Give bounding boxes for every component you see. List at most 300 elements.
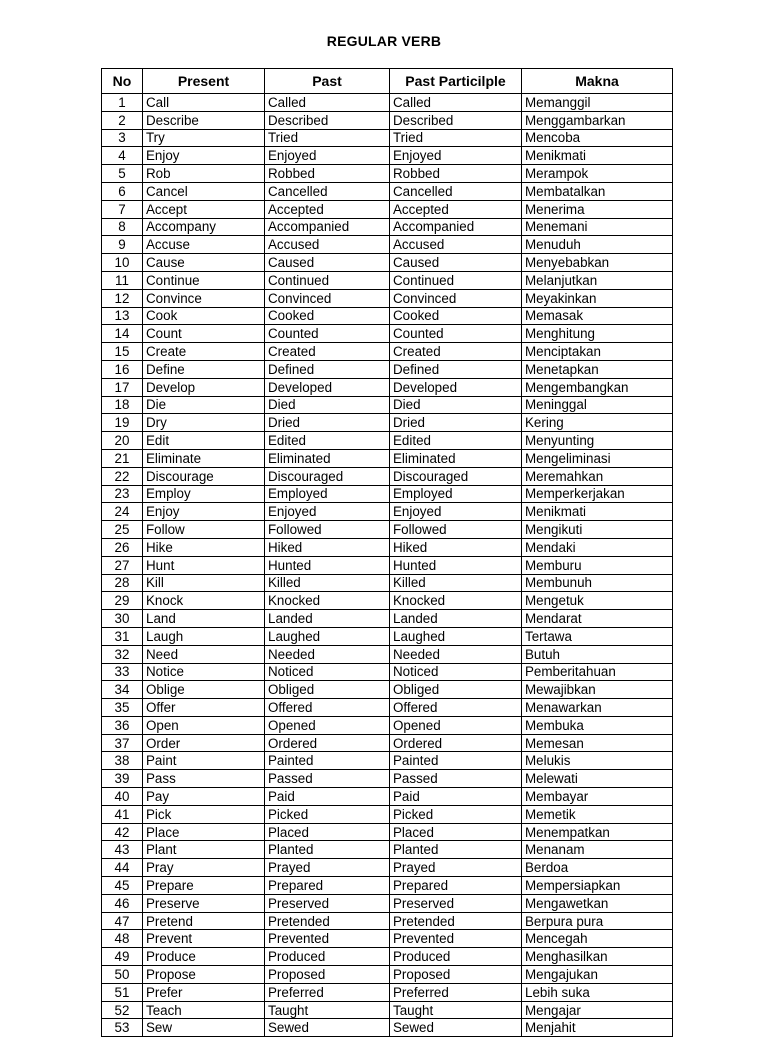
cell-past: Prepared [265, 877, 390, 895]
cell-present: Describe [143, 111, 265, 129]
cell-past-participle: Preferred [390, 983, 522, 1001]
table-row [102, 1001, 673, 1019]
cell-present: Accompany [143, 218, 265, 236]
table-row [102, 627, 673, 645]
cell-makna: Meninggal [522, 396, 673, 414]
cell-present: Pay [143, 788, 265, 806]
cell-present: Accept [143, 200, 265, 218]
cell-present: Oblige [143, 681, 265, 699]
table-row [102, 556, 673, 574]
cell-no: 38 [102, 752, 143, 770]
table-row [102, 467, 673, 485]
cell-no: 8 [102, 218, 143, 236]
table-row [102, 271, 673, 289]
header-past: Past [265, 69, 390, 94]
cell-present: Dry [143, 414, 265, 432]
cell-no: 41 [102, 805, 143, 823]
cell-past: Paid [265, 788, 390, 806]
table-row [102, 645, 673, 663]
table-row [102, 129, 673, 147]
cell-present: Prefer [143, 983, 265, 1001]
cell-present: Pass [143, 770, 265, 788]
cell-present: Prepare [143, 877, 265, 895]
cell-makna: Mempersiapkan [522, 877, 673, 895]
cell-no: 42 [102, 823, 143, 841]
cell-past: Taught [265, 1001, 390, 1019]
cell-past-participle: Laughed [390, 627, 522, 645]
table-row [102, 343, 673, 361]
table-row [102, 449, 673, 467]
cell-no: 19 [102, 414, 143, 432]
table-row [102, 236, 673, 254]
cell-makna: Mencegah [522, 930, 673, 948]
cell-past: Preferred [265, 983, 390, 1001]
cell-past: Enjoyed [265, 503, 390, 521]
cell-no: 14 [102, 325, 143, 343]
cell-present: Call [143, 94, 265, 112]
cell-makna: Meremahkan [522, 467, 673, 485]
table-header [102, 69, 673, 94]
table-row [102, 325, 673, 343]
cell-no: 3 [102, 129, 143, 147]
cell-present: Pick [143, 805, 265, 823]
cell-past: Cooked [265, 307, 390, 325]
table-row [102, 823, 673, 841]
cell-makna: Menawarkan [522, 699, 673, 717]
cell-past: Hiked [265, 538, 390, 556]
cell-makna: Menikmati [522, 503, 673, 521]
cell-past: Obliged [265, 681, 390, 699]
cell-makna: Menyunting [522, 432, 673, 450]
table-row [102, 503, 673, 521]
table-body [102, 94, 673, 1037]
cell-no: 18 [102, 396, 143, 414]
cell-makna: Membunuh [522, 574, 673, 592]
cell-no: 36 [102, 716, 143, 734]
cell-makna: Mewajibkan [522, 681, 673, 699]
cell-present: Place [143, 823, 265, 841]
cell-past: Accompanied [265, 218, 390, 236]
cell-present: Sew [143, 1019, 265, 1037]
table-row [102, 610, 673, 628]
cell-past-participle: Dried [390, 414, 522, 432]
cell-past: Developed [265, 378, 390, 396]
cell-makna: Melewati [522, 770, 673, 788]
cell-past-participle: Developed [390, 378, 522, 396]
table-row [102, 930, 673, 948]
table-row [102, 378, 673, 396]
cell-present: Prevent [143, 930, 265, 948]
cell-present: Order [143, 734, 265, 752]
cell-makna: Berpura pura [522, 912, 673, 930]
cell-no: 31 [102, 627, 143, 645]
cell-no: 52 [102, 1001, 143, 1019]
cell-makna: Memburu [522, 556, 673, 574]
cell-no: 40 [102, 788, 143, 806]
cell-present: Follow [143, 521, 265, 539]
cell-past: Robbed [265, 165, 390, 183]
cell-past: Laughed [265, 627, 390, 645]
cell-past: Killed [265, 574, 390, 592]
cell-makna: Mengetuk [522, 592, 673, 610]
table-row [102, 983, 673, 1001]
cell-no: 51 [102, 983, 143, 1001]
table-row [102, 94, 673, 112]
cell-past-participle: Paid [390, 788, 522, 806]
cell-past: Eliminated [265, 449, 390, 467]
cell-past-participle: Picked [390, 805, 522, 823]
cell-present: Need [143, 645, 265, 663]
cell-present: Teach [143, 1001, 265, 1019]
table-row [102, 396, 673, 414]
cell-past: Needed [265, 645, 390, 663]
cell-makna: Meyakinkan [522, 289, 673, 307]
cell-past: Followed [265, 521, 390, 539]
cell-no: 35 [102, 699, 143, 717]
cell-makna: Merampok [522, 165, 673, 183]
cell-past: Pretended [265, 912, 390, 930]
cell-present: Pray [143, 859, 265, 877]
cell-past-participle: Robbed [390, 165, 522, 183]
table-row [102, 788, 673, 806]
cell-past-participle: Preserved [390, 894, 522, 912]
cell-no: 44 [102, 859, 143, 877]
cell-makna: Pemberitahuan [522, 663, 673, 681]
cell-past: Sewed [265, 1019, 390, 1037]
table-row [102, 165, 673, 183]
cell-past: Died [265, 396, 390, 414]
cell-no: 32 [102, 645, 143, 663]
cell-past-participle: Created [390, 343, 522, 361]
cell-present: Plant [143, 841, 265, 859]
cell-past-participle: Accepted [390, 200, 522, 218]
cell-no: 25 [102, 521, 143, 539]
cell-makna: Lebih suka [522, 983, 673, 1001]
cell-no: 37 [102, 734, 143, 752]
cell-present: Enjoy [143, 503, 265, 521]
cell-past: Proposed [265, 966, 390, 984]
table-row [102, 966, 673, 984]
header-present: Present [143, 69, 265, 94]
cell-makna: Menuduh [522, 236, 673, 254]
cell-makna: Menghasilkan [522, 948, 673, 966]
cell-past: Described [265, 111, 390, 129]
cell-past-participle: Counted [390, 325, 522, 343]
table-row [102, 859, 673, 877]
cell-makna: Menerima [522, 200, 673, 218]
cell-makna: Menempatkan [522, 823, 673, 841]
cell-no: 20 [102, 432, 143, 450]
table-row [102, 716, 673, 734]
cell-past-participle: Cancelled [390, 182, 522, 200]
cell-past: Passed [265, 770, 390, 788]
table-row [102, 877, 673, 895]
cell-makna: Tertawa [522, 627, 673, 645]
table-row [102, 805, 673, 823]
cell-past-participle: Discouraged [390, 467, 522, 485]
cell-present: Hunt [143, 556, 265, 574]
cell-no: 23 [102, 485, 143, 503]
cell-present: Develop [143, 378, 265, 396]
cell-past: Discouraged [265, 467, 390, 485]
cell-no: 28 [102, 574, 143, 592]
cell-past: Picked [265, 805, 390, 823]
cell-present: Cause [143, 254, 265, 272]
cell-makna: Membatalkan [522, 182, 673, 200]
table-row [102, 841, 673, 859]
header-past-participle: Past Particilple [390, 69, 522, 94]
table-row [102, 521, 673, 539]
cell-present: Notice [143, 663, 265, 681]
cell-no: 53 [102, 1019, 143, 1037]
cell-present: Eliminate [143, 449, 265, 467]
cell-present: Create [143, 343, 265, 361]
cell-past-participle: Tried [390, 129, 522, 147]
cell-makna: Mengikuti [522, 521, 673, 539]
cell-past-participle: Employed [390, 485, 522, 503]
cell-past-participle: Accused [390, 236, 522, 254]
table-row [102, 414, 673, 432]
cell-no: 1 [102, 94, 143, 112]
cell-past-participle: Placed [390, 823, 522, 841]
cell-past: Called [265, 94, 390, 112]
cell-past: Continued [265, 271, 390, 289]
table-row [102, 592, 673, 610]
cell-present: Knock [143, 592, 265, 610]
cell-present: Continue [143, 271, 265, 289]
header-makna: Makna [522, 69, 673, 94]
cell-no: 17 [102, 378, 143, 396]
cell-makna: Memperkerjakan [522, 485, 673, 503]
table-row [102, 1019, 673, 1037]
cell-past: Hunted [265, 556, 390, 574]
cell-past-participle: Died [390, 396, 522, 414]
cell-present: Propose [143, 966, 265, 984]
cell-past: Landed [265, 610, 390, 628]
cell-past-participle: Hunted [390, 556, 522, 574]
cell-no: 5 [102, 165, 143, 183]
cell-past: Edited [265, 432, 390, 450]
cell-present: Cancel [143, 182, 265, 200]
cell-makna: Menemani [522, 218, 673, 236]
cell-no: 6 [102, 182, 143, 200]
cell-no: 39 [102, 770, 143, 788]
cell-past-participle: Opened [390, 716, 522, 734]
cell-past-participle: Noticed [390, 663, 522, 681]
cell-makna: Melanjutkan [522, 271, 673, 289]
table-row [102, 432, 673, 450]
cell-makna: Menghitung [522, 325, 673, 343]
cell-no: 43 [102, 841, 143, 859]
cell-no: 27 [102, 556, 143, 574]
cell-makna: Menikmati [522, 147, 673, 165]
cell-no: 47 [102, 912, 143, 930]
cell-past-participle: Needed [390, 645, 522, 663]
cell-makna: Butuh [522, 645, 673, 663]
cell-past-participle: Landed [390, 610, 522, 628]
cell-past: Painted [265, 752, 390, 770]
cell-no: 22 [102, 467, 143, 485]
table-row [102, 770, 673, 788]
cell-past-participle: Painted [390, 752, 522, 770]
header-row [102, 69, 673, 94]
cell-past: Prevented [265, 930, 390, 948]
cell-makna: Menanam [522, 841, 673, 859]
cell-past-participle: Caused [390, 254, 522, 272]
cell-no: 12 [102, 289, 143, 307]
cell-past-participle: Taught [390, 1001, 522, 1019]
cell-past: Knocked [265, 592, 390, 610]
table-row [102, 218, 673, 236]
cell-present: Convince [143, 289, 265, 307]
cell-no: 11 [102, 271, 143, 289]
cell-no: 9 [102, 236, 143, 254]
cell-past-participle: Knocked [390, 592, 522, 610]
cell-past-participle: Eliminated [390, 449, 522, 467]
cell-past-participle: Offered [390, 699, 522, 717]
cell-past: Placed [265, 823, 390, 841]
cell-past-participle: Defined [390, 360, 522, 378]
cell-makna: Menjahit [522, 1019, 673, 1037]
cell-makna: Memasak [522, 307, 673, 325]
cell-no: 7 [102, 200, 143, 218]
cell-past: Planted [265, 841, 390, 859]
cell-present: Discourage [143, 467, 265, 485]
table-row [102, 734, 673, 752]
cell-present: Preserve [143, 894, 265, 912]
cell-present: Employ [143, 485, 265, 503]
cell-past-participle: Convinced [390, 289, 522, 307]
cell-past-participle: Called [390, 94, 522, 112]
cell-present: Enjoy [143, 147, 265, 165]
table-row [102, 289, 673, 307]
cell-past: Offered [265, 699, 390, 717]
table-row [102, 681, 673, 699]
cell-makna: Memanggil [522, 94, 673, 112]
cell-past-participle: Prevented [390, 930, 522, 948]
cell-present: Edit [143, 432, 265, 450]
cell-past-participle: Cooked [390, 307, 522, 325]
cell-makna: Berdoa [522, 859, 673, 877]
cell-makna: Mengembangkan [522, 378, 673, 396]
cell-past: Counted [265, 325, 390, 343]
cell-past-participle: Continued [390, 271, 522, 289]
cell-makna: Mengajar [522, 1001, 673, 1019]
cell-present: Rob [143, 165, 265, 183]
table-row [102, 663, 673, 681]
cell-past-participle: Produced [390, 948, 522, 966]
table-row [102, 360, 673, 378]
table-row [102, 574, 673, 592]
cell-past-participle: Followed [390, 521, 522, 539]
cell-present: Cook [143, 307, 265, 325]
cell-past-participle: Accompanied [390, 218, 522, 236]
cell-past: Accepted [265, 200, 390, 218]
cell-present: Open [143, 716, 265, 734]
table-row [102, 147, 673, 165]
cell-past: Enjoyed [265, 147, 390, 165]
table-row [102, 752, 673, 770]
cell-present: Kill [143, 574, 265, 592]
cell-past-participle: Planted [390, 841, 522, 859]
cell-no: 2 [102, 111, 143, 129]
cell-no: 34 [102, 681, 143, 699]
table-row [102, 307, 673, 325]
cell-present: Produce [143, 948, 265, 966]
cell-past: Produced [265, 948, 390, 966]
cell-present: Offer [143, 699, 265, 717]
cell-present: Pretend [143, 912, 265, 930]
cell-no: 45 [102, 877, 143, 895]
cell-no: 33 [102, 663, 143, 681]
cell-past-participle: Obliged [390, 681, 522, 699]
table-row [102, 111, 673, 129]
table-row [102, 200, 673, 218]
header-no: No [102, 69, 143, 94]
cell-present: Try [143, 129, 265, 147]
cell-present: Die [143, 396, 265, 414]
table-row [102, 254, 673, 272]
table-row [102, 699, 673, 717]
page-title: REGULAR VERB [326, 33, 442, 49]
cell-past: Tried [265, 129, 390, 147]
cell-no: 16 [102, 360, 143, 378]
cell-past: Ordered [265, 734, 390, 752]
cell-present: Hike [143, 538, 265, 556]
cell-makna: Menyebabkan [522, 254, 673, 272]
cell-makna: Mendaki [522, 538, 673, 556]
table-row [102, 912, 673, 930]
cell-past-participle: Hiked [390, 538, 522, 556]
cell-past: Opened [265, 716, 390, 734]
cell-no: 49 [102, 948, 143, 966]
cell-past-participle: Ordered [390, 734, 522, 752]
cell-makna: Mendarat [522, 610, 673, 628]
table-row [102, 485, 673, 503]
cell-past: Preserved [265, 894, 390, 912]
cell-past: Accused [265, 236, 390, 254]
cell-past-participle: Pretended [390, 912, 522, 930]
table-row [102, 538, 673, 556]
cell-makna: Menciptakan [522, 343, 673, 361]
cell-past: Convinced [265, 289, 390, 307]
cell-past-participle: Prepared [390, 877, 522, 895]
cell-makna: Mengajukan [522, 966, 673, 984]
cell-makna: Membayar [522, 788, 673, 806]
cell-makna: Mengawetkan [522, 894, 673, 912]
cell-no: 10 [102, 254, 143, 272]
cell-no: 15 [102, 343, 143, 361]
cell-past: Caused [265, 254, 390, 272]
cell-past-participle: Prayed [390, 859, 522, 877]
cell-makna: Melukis [522, 752, 673, 770]
cell-present: Define [143, 360, 265, 378]
cell-no: 46 [102, 894, 143, 912]
cell-present: Accuse [143, 236, 265, 254]
cell-past-participle: Enjoyed [390, 147, 522, 165]
cell-no: 29 [102, 592, 143, 610]
cell-makna: Mencoba [522, 129, 673, 147]
cell-past: Cancelled [265, 182, 390, 200]
cell-past: Prayed [265, 859, 390, 877]
cell-makna: Mengeliminasi [522, 449, 673, 467]
regular-verb-table [101, 68, 673, 1037]
cell-makna: Menggambarkan [522, 111, 673, 129]
cell-past-participle: Edited [390, 432, 522, 450]
cell-present: Paint [143, 752, 265, 770]
cell-past: Noticed [265, 663, 390, 681]
cell-no: 13 [102, 307, 143, 325]
